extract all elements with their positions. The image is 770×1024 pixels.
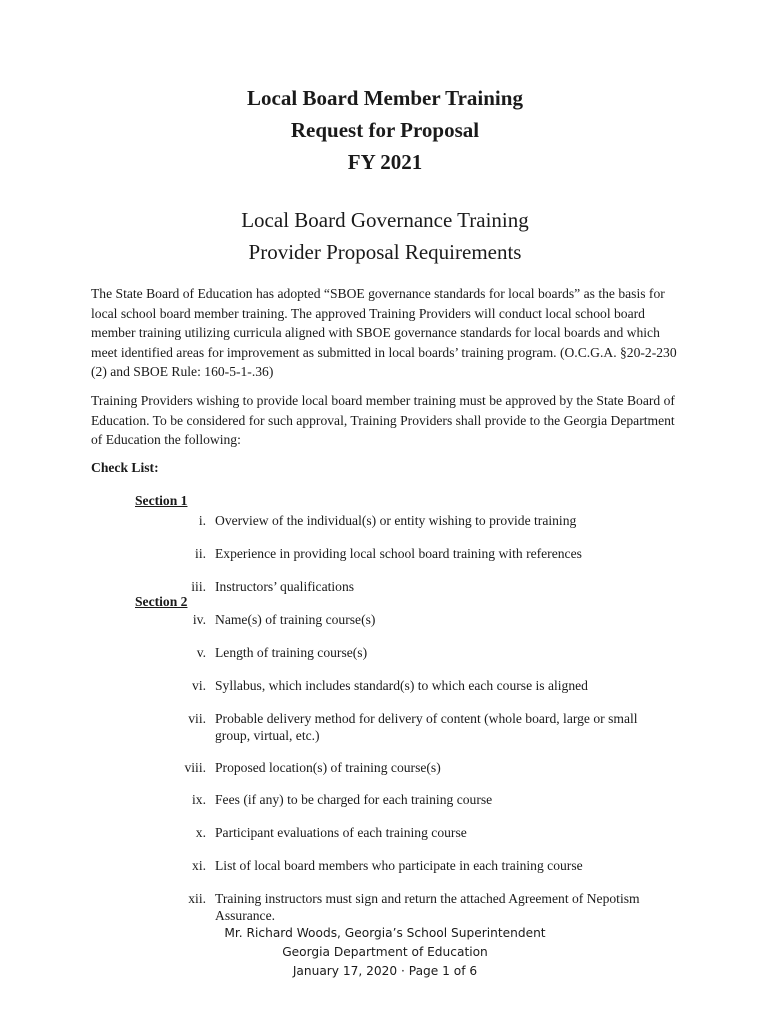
- page-footer: [0, 924, 770, 981]
- document-title: [0, 82, 770, 178]
- item-number: vi.: [192, 678, 206, 693]
- subtitle-line-1: Local Board Governance Training: [241, 208, 529, 232]
- footer-department: Georgia Department of Education: [282, 945, 488, 959]
- item-number: v.: [196, 645, 206, 660]
- item-number: xii.: [188, 891, 206, 906]
- providers-paragraph: Training Providers wishing to provide local board member training must be approved by the State Board of Education. To be considered for such approval, Training Providers shall provide to the Georgia Department of Education the following:: [91, 393, 675, 448]
- item-number: vii.: [188, 711, 206, 726]
- item-number: xi.: [192, 858, 206, 873]
- item-number: viii.: [184, 760, 206, 775]
- item-text: Participant evaluations of each training course: [215, 825, 467, 840]
- title-line-2: Request for Proposal: [290, 118, 480, 142]
- item-number: i.: [198, 513, 206, 528]
- subtitle-line-2: Provider Proposal Requirements: [248, 240, 522, 264]
- item-text: Fees (if any) to be charged for each training course: [215, 792, 493, 807]
- item-number: x.: [195, 825, 206, 840]
- item-text: Proposed location(s) of training course(s): [215, 760, 441, 775]
- item-number: ii.: [195, 546, 206, 561]
- item-text: List of local board members who participate in each training course: [215, 858, 583, 873]
- item-text: Training instructors must sign and return the attached Agreement of Nepotism Assurance.: [215, 891, 640, 923]
- document-subtitle: [0, 204, 770, 268]
- section-1-heading: Section 1: [135, 493, 188, 508]
- checklist-heading: Check List:: [91, 460, 159, 475]
- footer-superintendent: Mr. Richard Woods, Georgia’s School Superintendent: [224, 926, 546, 940]
- item-text: Syllabus, which includes standard(s) to which each course is aligned: [215, 678, 588, 693]
- section-2-heading: Section 2: [135, 594, 188, 609]
- item-text: Overview of the individual(s) or entity wishing to provide training: [215, 513, 577, 528]
- item-text: Experience in providing local school board training with references: [215, 546, 582, 561]
- item-number: iii.: [191, 579, 206, 594]
- item-text: Name(s) of training course(s): [215, 612, 376, 627]
- item-text: Length of training course(s): [215, 645, 368, 660]
- footer-date-page: January 17, 2020 · Page 1 of 6: [292, 964, 478, 978]
- item-text: Probable delivery method for delivery of content (whole board, large or small group, virtual, etc.): [215, 711, 638, 743]
- item-number: ix.: [192, 792, 206, 807]
- title-line-1: Local Board Member Training: [247, 86, 523, 110]
- item-text: Instructors’ qualifications: [215, 579, 355, 594]
- title-line-3: FY 2021: [347, 150, 423, 174]
- item-number: iv.: [192, 612, 206, 627]
- intro-paragraph: The State Board of Education has adopted “SBOE governance standards for local boards” as the basis for local school board member training. The approved Training Providers will conduct local school board member training utilizing curricula aligned with SBOE governance standards for local boards and which meet identified areas for improvement as submitted in local boards’ training program. (O.C.G.A. §20-2-230 (2) and SBOE Rule: 160-5-1-.36): [91, 286, 677, 380]
